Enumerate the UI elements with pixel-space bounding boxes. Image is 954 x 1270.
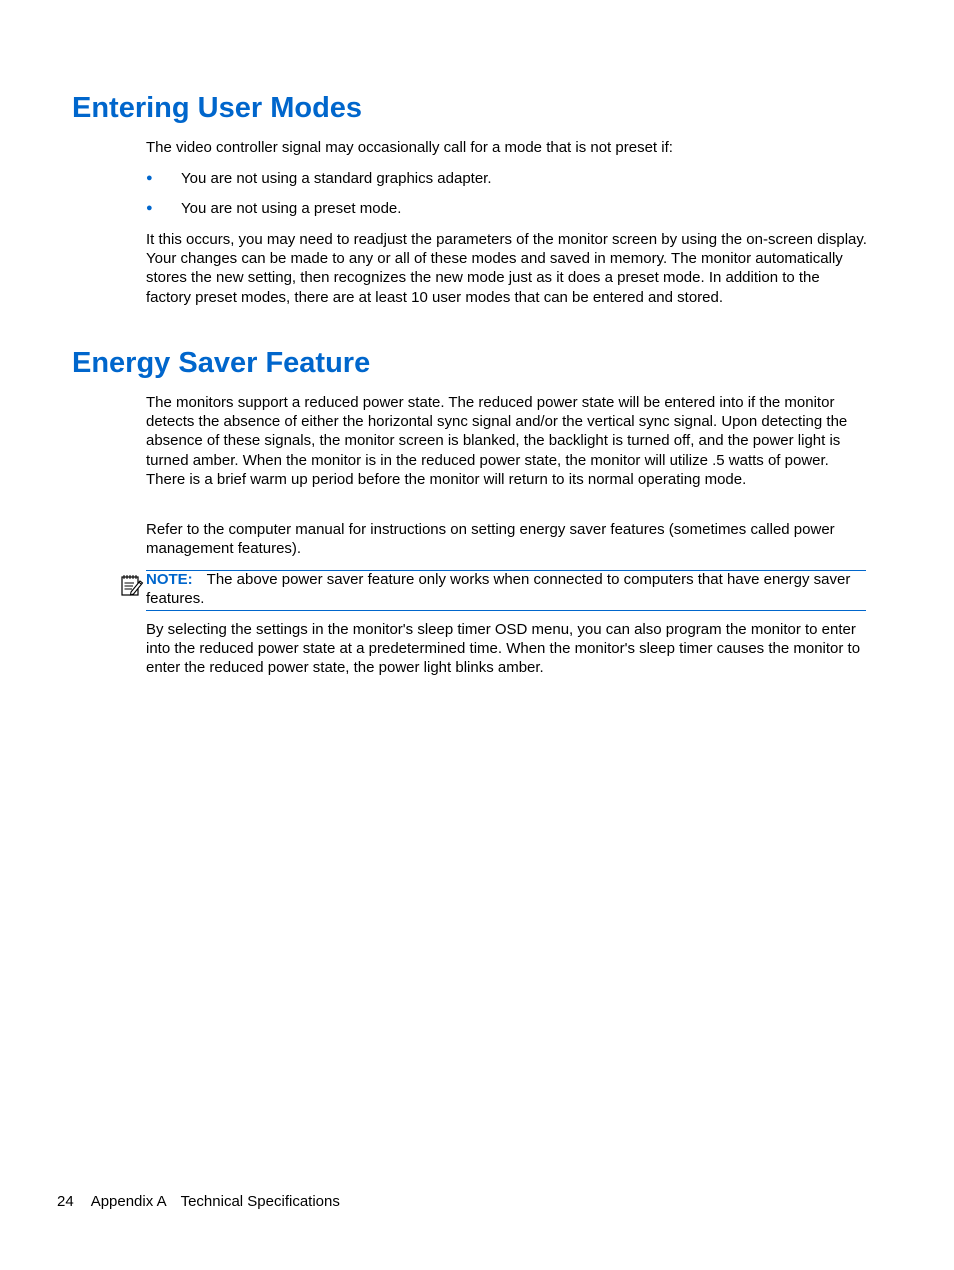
- note-body: The above power saver feature only works when connected to computers that have energy saver features.: [146, 571, 851, 608]
- page-footer: [57, 1192, 340, 1211]
- section-heading-entering-user-modes: Entering User Modes: [72, 92, 363, 124]
- footer-title: Technical Specifications: [180, 1193, 340, 1210]
- note-label: NOTE:: [146, 571, 193, 588]
- note-text: [146, 570, 868, 608]
- section-heading-energy-saver-feature: Energy Saver Feature: [72, 347, 371, 379]
- intro-paragraph: The video controller signal may occasionally call for a mode that is not preset if:: [146, 139, 673, 156]
- sleep-timer-paragraph: By selecting the settings in the monitor's sleep timer OSD menu, you can also program the monitor to enter into the reduced power state at a predetermined time. When the monitor's sleep timer causes the monitor to enter the reduced power state, the power light blinks amber.: [146, 621, 861, 677]
- bullet-icon: ●: [146, 172, 153, 184]
- page-number: 24: [57, 1193, 74, 1210]
- note-pad-icon: [119, 572, 145, 598]
- reduced-power-paragraph: The monitors support a reduced power state. The reduced power state will be entered into if the monitor detects the absence of either the horizontal sync signal and/or the vertical sync signal. Upon detecting the absence of these signals, the monitor screen is blanked, the backlight is turned off, and the power light is turned amber. When the monitor is in the reduced power state, the monitor will utilize .5 watts of power. There is a brief warm up period before the monitor will return to its normal operating mode.: [146, 394, 848, 488]
- list-item-text: You are not using a preset mode.: [181, 200, 402, 217]
- bullet-icon: ●: [146, 202, 153, 214]
- refer-manual-paragraph: Refer to the computer manual for instructions on setting energy saver features (sometimes called power management features).: [146, 521, 835, 558]
- footer-appendix: Appendix A: [90, 1193, 167, 1210]
- user-modes-paragraph: It this occurs, you may need to readjust the parameters of the monitor screen by using the on-screen display. Your changes can be made to any or all of these modes and saved in memory. The monitor automatically stores the new setting, then recognizes the new mode just as it does a preset mode. In addition to the factory preset modes, there are at least 10 user modes that can be entered and stored.: [146, 231, 867, 306]
- list-item-text: You are not using a standard graphics adapter.: [181, 170, 492, 187]
